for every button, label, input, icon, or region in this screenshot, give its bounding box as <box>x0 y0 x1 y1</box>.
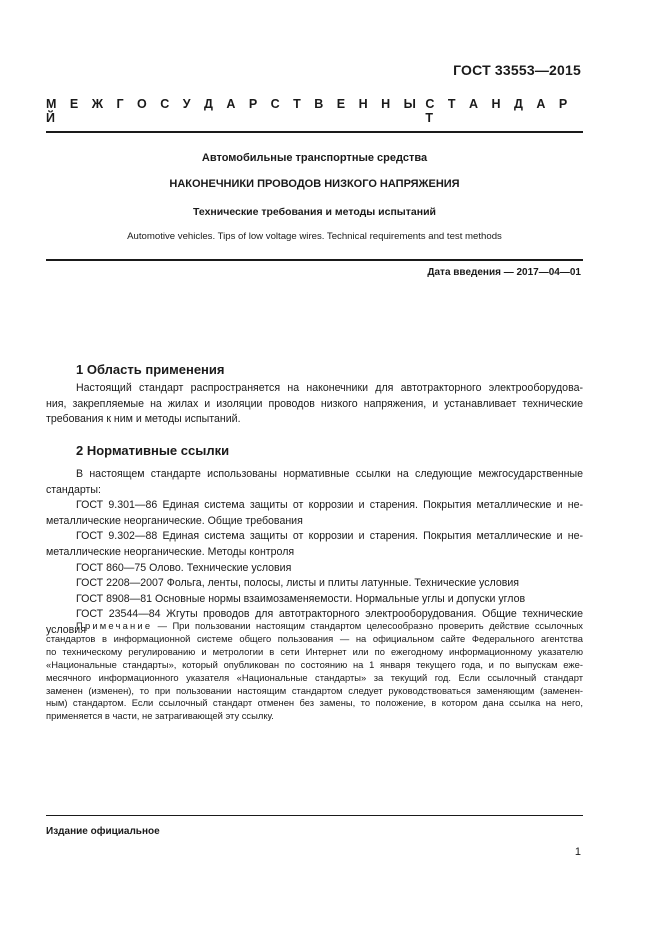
reference-item-continuation: условия <box>46 623 86 636</box>
reference-item: ГОСТ 8908—81 Основные нормы взаимозаменяемости. Нормальные углы и допуски углов <box>76 592 526 605</box>
text-line: Настоящий стандарт распространяется на наконечники для автотракторного электрооборудова- <box>76 382 583 394</box>
text-line: стандарты: <box>46 483 101 496</box>
note-line: Примечание — При пользовании настоящим стандартом целесообразно проверить действие ссылочных <box>76 620 583 631</box>
reference-item: ГОСТ 9.301—86 Единая система защиты от коррозии и старения. Покрытия металлические и не- <box>76 499 583 512</box>
document-title: НАКОНЕЧНИКИ ПРОВОДОВ НИЗКОГО НАПРЯЖЕНИЯ <box>169 178 460 190</box>
note-line: заменен (изменен), то при пользовании настоящим стандартом следует руководствоваться заменяющим (заменен- <box>46 684 583 696</box>
edition-label: Издание официальное <box>46 826 160 837</box>
section-body-references <box>46 467 583 639</box>
note-line: применяется в части, не затрагивающей эту ссылку. <box>46 710 274 722</box>
note-line: стандартов в информационной системе общего пользования — на официальном сайте Федерального агентства <box>46 632 583 644</box>
section-heading-references: 2 Нормативные ссылки <box>76 443 230 458</box>
note-line: ным) стандартом. Если ссылочный стандарт отменен без замены, то положение, в котором дана ссылка на него, <box>46 697 583 709</box>
text-line: требования к ним и методы испытаний. <box>46 413 241 426</box>
text-line: ния, закрепляемые на жилах и изоляции проводов низкого напряжения, и устанавливает технические <box>46 397 583 410</box>
standard-kind-right: С Т А Н Д А Р Т <box>425 97 568 125</box>
text-line: В настоящем стандарте использованы нормативные ссылки на следующие межгосударственные <box>76 468 583 480</box>
reference-item: ГОСТ 860—75 Олово. Технические условия <box>76 561 292 574</box>
reference-item: ГОСТ 2208—2007 Фольга, ленты, полосы, листы и плиты латунные. Технические условия <box>76 577 520 590</box>
reference-item-continuation: металлические неорганические. Общие требования <box>46 514 303 527</box>
document-title-english: Automotive vehicles. Tips of low voltage wires. Technical requirements and test methods <box>127 231 502 242</box>
note-line: по техническому регулированию и метрологии в сети Интернет или по ежегодному информационному указателю <box>46 645 583 657</box>
section-body-scope <box>46 381 583 428</box>
document-number: ГОСТ 33553—2015 <box>453 62 581 78</box>
footer-rule <box>46 815 583 816</box>
page-number: 1 <box>574 846 581 858</box>
header-rule <box>46 131 583 133</box>
title-rule <box>46 259 583 261</box>
introduction-date: Дата введения — 2017—04—01 <box>427 267 581 278</box>
title-category: Автомобильные транспортные средства <box>201 152 428 164</box>
note-line: месячного информационного указателя «Национальные стандарты» за текущий год. Если ссылочный стандарт <box>46 671 583 683</box>
document-subtitle: Технические требования и методы испытаний <box>193 206 436 218</box>
standard-kind-left: М Е Ж Г О С У Д А Р С Т В Е Н Н Ы Й <box>46 97 416 125</box>
standard-kind-heading <box>46 97 583 125</box>
reference-item: ГОСТ 9.302—88 Единая система защиты от коррозии и старения. Покрытия металлические и не- <box>76 530 583 543</box>
reference-item: ГОСТ 23544—84 Жгуты проводов для автотракторного электрооборудования. Общие технические <box>76 608 583 621</box>
note-line: «Национальные стандарты», который опубликован по состоянию на 1 января текущего года, и по выпускам еже- <box>46 658 583 670</box>
reference-item-continuation: металлические неорганические. Методы контроля <box>46 545 295 558</box>
note-label: Примечание <box>76 620 153 631</box>
section-heading-scope: 1 Область применения <box>76 362 225 377</box>
note-block <box>46 620 583 723</box>
